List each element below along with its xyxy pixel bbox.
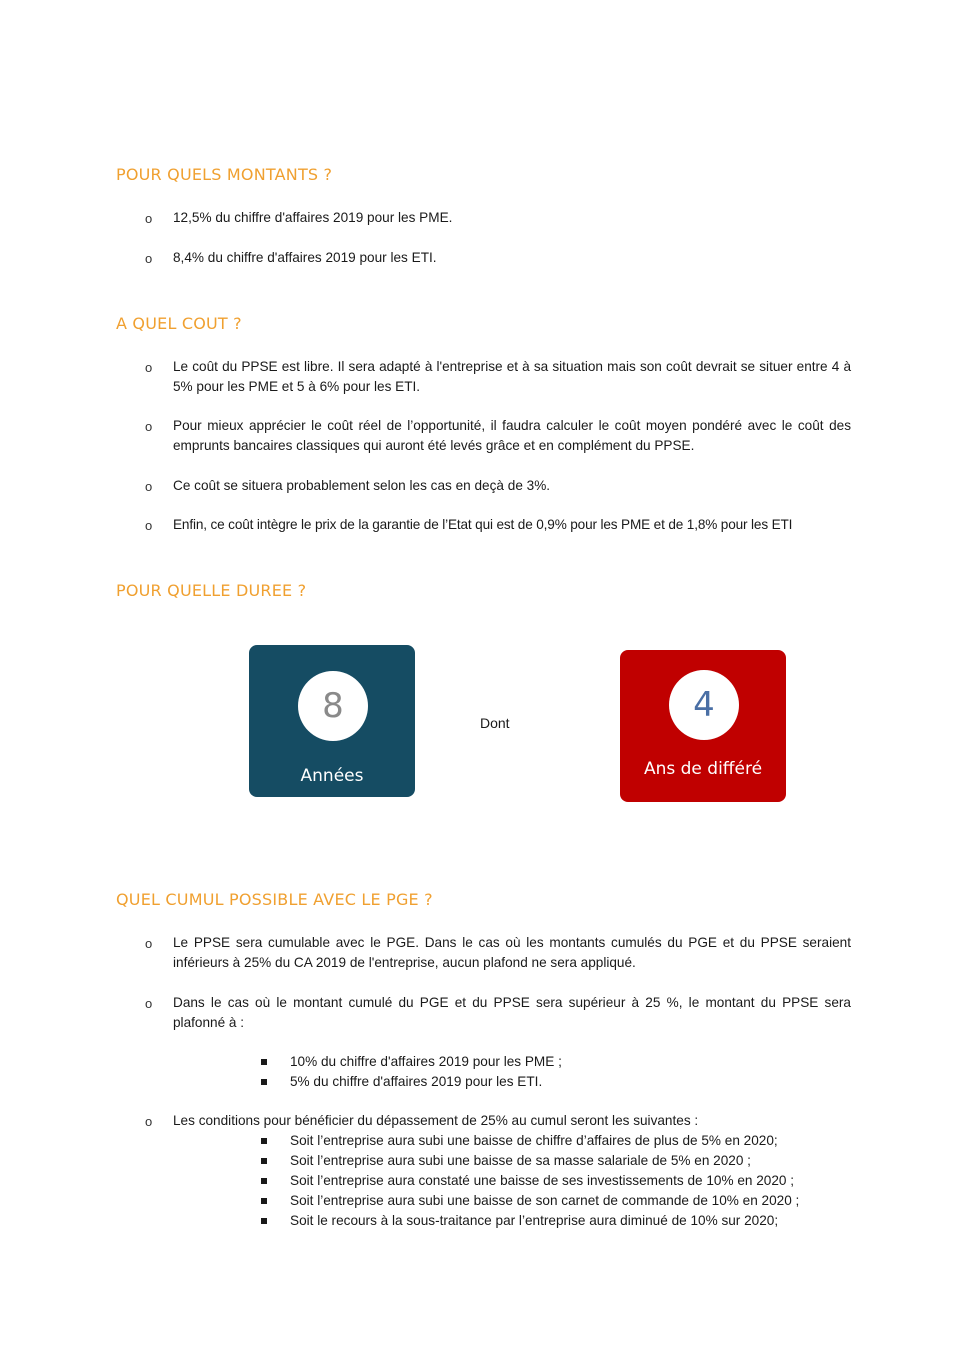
- circle-bullet-icon: o: [145, 360, 153, 375]
- circle-bullet-icon: o: [145, 211, 153, 226]
- section-heading-duree: POUR QUELLE DUREE ?: [116, 581, 307, 600]
- document-page: POUR QUELS MONTANTS ? o 12,5% du chiffre d'affaires 2019 pour les PME. o 8,4% du chiffre d'affaires 2019 pour les ETI. A QUEL COUT ? o Le coût du PPSE est libre. Il sera adapté à l'entreprise et à sa situation mais son coût devrait se situer entre 4 à 5% pour les PME et 5 à 6% pour les ETI. o Pour mieux apprécier le coût réel de l’opportunité, il faudra calculer le coût moyen pondéré avec le coût des emprunts bancaires classiques qui auront été levés grâce et en complément du PPSE. o Ce coût se situera probablement selon les cas en deçà de 3%. o Enfin, ce coût intègre le prix de la garantie de l’Etat qui est de 0,9% pour les PME et de 1,8% pour les ETI POUR QUELLE DUREE ? 8 Années Dont 4 Ans de différé QUEL CUMUL POSSIBLE AVEC LE PGE ? o Le PPSE sera cumulable avec le PGE. Dans le cas où les montants cumulés du PGE et du PPSE seraient inférieurs à 25% du CA 2019 de l'entreprise, aucun plafond ne sera appliqué. o Dans le cas où le montant cumulé du PGE et du PPSE sera supérieur à 25 %, le montant du PPSE sera plafonné à : 10% du chiffre d'affaires 2019 pour les PME ; 5% du chiffre d'affaires 2019 pour les ETI. o Les conditions pour bénéficier du dépassement de 25% au cumul seront les suivantes : Soit l’entreprise aura subi une baisse de chiffre d’affaires de plus de 5% en 2020; Soit l’entreprise aura subi une baisse de sa masse salariale de 5% en 2020 ; Soit l’entreprise aura constaté une baisse de ses investissements de 10% en 2020 ; Soit l’entreprise aura subi une baisse de son carnet de commande de 10% en 2020 ; Soit le recours à la sous-traitance par l’entreprise aura diminué de 10% sur 2020;: [116, 165, 851, 1228]
- circle-bullet-icon: o: [145, 996, 153, 1011]
- deferred-number-circle: 4: [669, 670, 739, 740]
- section-heading-cout: A QUEL COUT ?: [116, 314, 242, 333]
- connector-text: Dont: [480, 715, 510, 731]
- years-number-circle: 8: [298, 671, 368, 741]
- circle-bullet-icon: o: [145, 419, 153, 434]
- circle-bullet-icon: o: [145, 251, 153, 266]
- section-heading-cumul: QUEL CUMUL POSSIBLE AVEC LE PGE ?: [116, 890, 433, 909]
- years-label: Années: [300, 766, 364, 786]
- deferred-card: [620, 650, 786, 802]
- circle-bullet-icon: o: [145, 1114, 153, 1129]
- circle-bullet-icon: o: [145, 518, 153, 533]
- deferred-label: Ans de différé: [643, 759, 763, 779]
- section-heading-montants: POUR QUELS MONTANTS ?: [116, 165, 333, 184]
- circle-bullet-icon: o: [145, 936, 153, 951]
- circle-bullet-icon: o: [145, 479, 153, 494]
- years-card: [249, 645, 415, 797]
